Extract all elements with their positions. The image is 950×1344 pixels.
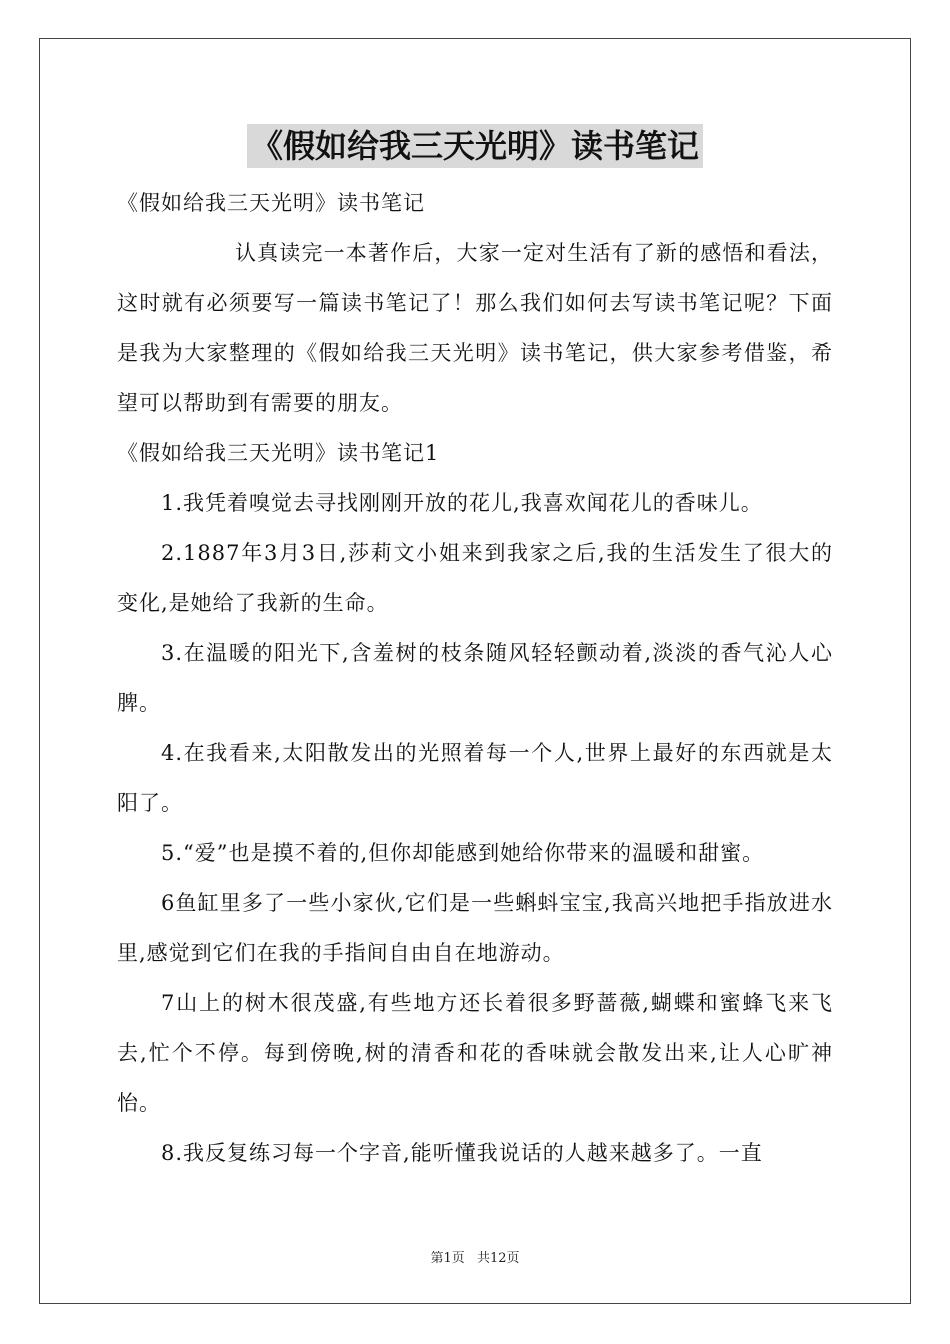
note-item-3: 3.在温暖的阳光下,含羞树的枝条随风轻轻颤动着,淡淡的香气沁人心脾。 — [117, 641, 833, 715]
document-title: 《假如给我三天光明》读书笔记 — [247, 124, 703, 168]
title-container — [0, 124, 950, 168]
page-number-total: 共12页 — [476, 1251, 520, 1266]
intro-paragraph: 认真读完一本著作后，大家一定对生活有了新的感悟和看法，这时就有必须要写一篇读书笔记了！那么我们如何去写读书笔记呢？下面是我为大家整理的《假如给我三天光明》读书笔记，供大家参考借鉴，希望可以帮助到有需要的朋友。 — [117, 241, 833, 415]
page-footer — [0, 1247, 950, 1266]
note-item-1: 1.我凭着嗅觉去寻找刚刚开放的花儿,我喜欢闻花儿的香味儿。 — [161, 491, 763, 515]
page-number-current: 第1页 — [430, 1251, 465, 1266]
section-heading: 《假如给我三天光明》读书笔记1 — [117, 441, 440, 465]
note-item-5: 5.“爱”也是摸不着的,但你却能感到她给你带来的温暖和甜蜜。 — [161, 841, 765, 865]
note-item-8: 8.我反复练习每一个字音,能听懂我说话的人越来越多了。一直 — [161, 1141, 763, 1165]
note-item-7: 7山上的树木很茂盛,有些地方还长着很多野蔷薇,蝴蝶和蜜蜂飞来飞去,忙个不停。每到傍晚,树的清香和花的香味就会散发出来,让人心旷神怡。 — [117, 991, 833, 1115]
document-body — [117, 178, 833, 1178]
note-item-6: 6鱼缸里多了一些小家伙,它们是一些蝌蚪宝宝,我高兴地把手指放进水里,感觉到它们在我的手指间自由自在地游动。 — [117, 891, 833, 965]
note-item-4: 4.在我看来,太阳散发出的光照着每一个人,世界上最好的东西就是太阳了。 — [117, 741, 833, 815]
note-item-2: 2.1887年3月3日,莎莉文小姐来到我家之后,我的生活发生了很大的变化,是她给了我新的生命。 — [117, 541, 833, 615]
subtitle-line: 《假如给我三天光明》读书笔记 — [117, 191, 425, 215]
